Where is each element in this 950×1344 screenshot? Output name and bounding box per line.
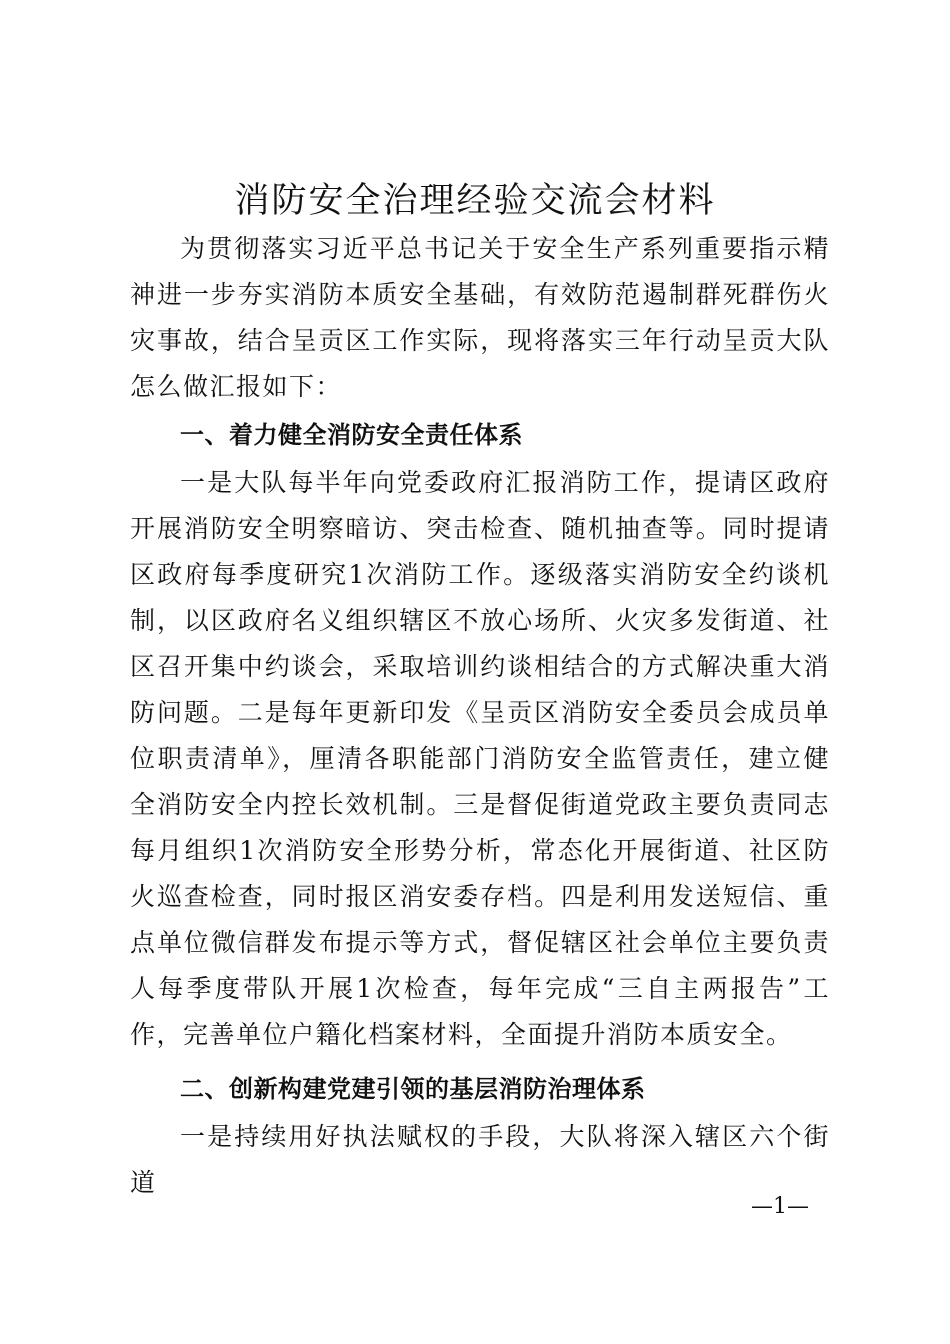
section-2-paragraph: 一是持续用好执法赋权的手段，大队将深入辖区六个街道 (130, 1122, 830, 1197)
intro-paragraph: 为贯彻落实习近平总书记关于安全生产系列重要指示精神进一步夯实消防本质安全基础，有效防范遏制群死群伤火灾事故，结合呈贡区工作实际，现将落实三年行动呈贡大队怎么做汇报如下： (130, 234, 830, 401)
section-heading-2: 二、创新构建党建引领的基层消防治理体系 (180, 1075, 646, 1103)
page-number: —1— (751, 1194, 809, 1219)
section-1-paragraph: 一是大队每半年向党委政府汇报消防工作，提请区政府开展消防安全明察暗访、突击检查、随机抽查等。同时提请区政府每季度研究1次消防工作。逐级落实消防安全约谈机制，以区政府名义组织辖区不放心场所、火灾多发街道、社区召开集中约谈会，采取培训约谈相结合的方式解决重大消防问题。二是每年更新印发《呈贡区消防安全委员会成员单位职责清单》，厘清各职能部门消防安全监管责任，建立健全消防安全内控长效机制。三是督促街道党政主要负责同志每月组织1次消防安全形势分析，常态化开展街道、社区防火巡查检查，同时报区消安委存档。四是利用发送短信、重点单位微信群发布提示等方式，督促辖区社会单位主要负责人每季度带队开展1次检查，每年完成“三自主两报告”工作，完善单位户籍化档案材料，全面提升消防本质安全。 (130, 468, 830, 1049)
document-title: 消防安全治理经验交流会材料 (234, 181, 716, 221)
section-heading-1: 一、着力健全消防安全责任体系 (180, 421, 523, 449)
document-body (130, 226, 830, 1206)
